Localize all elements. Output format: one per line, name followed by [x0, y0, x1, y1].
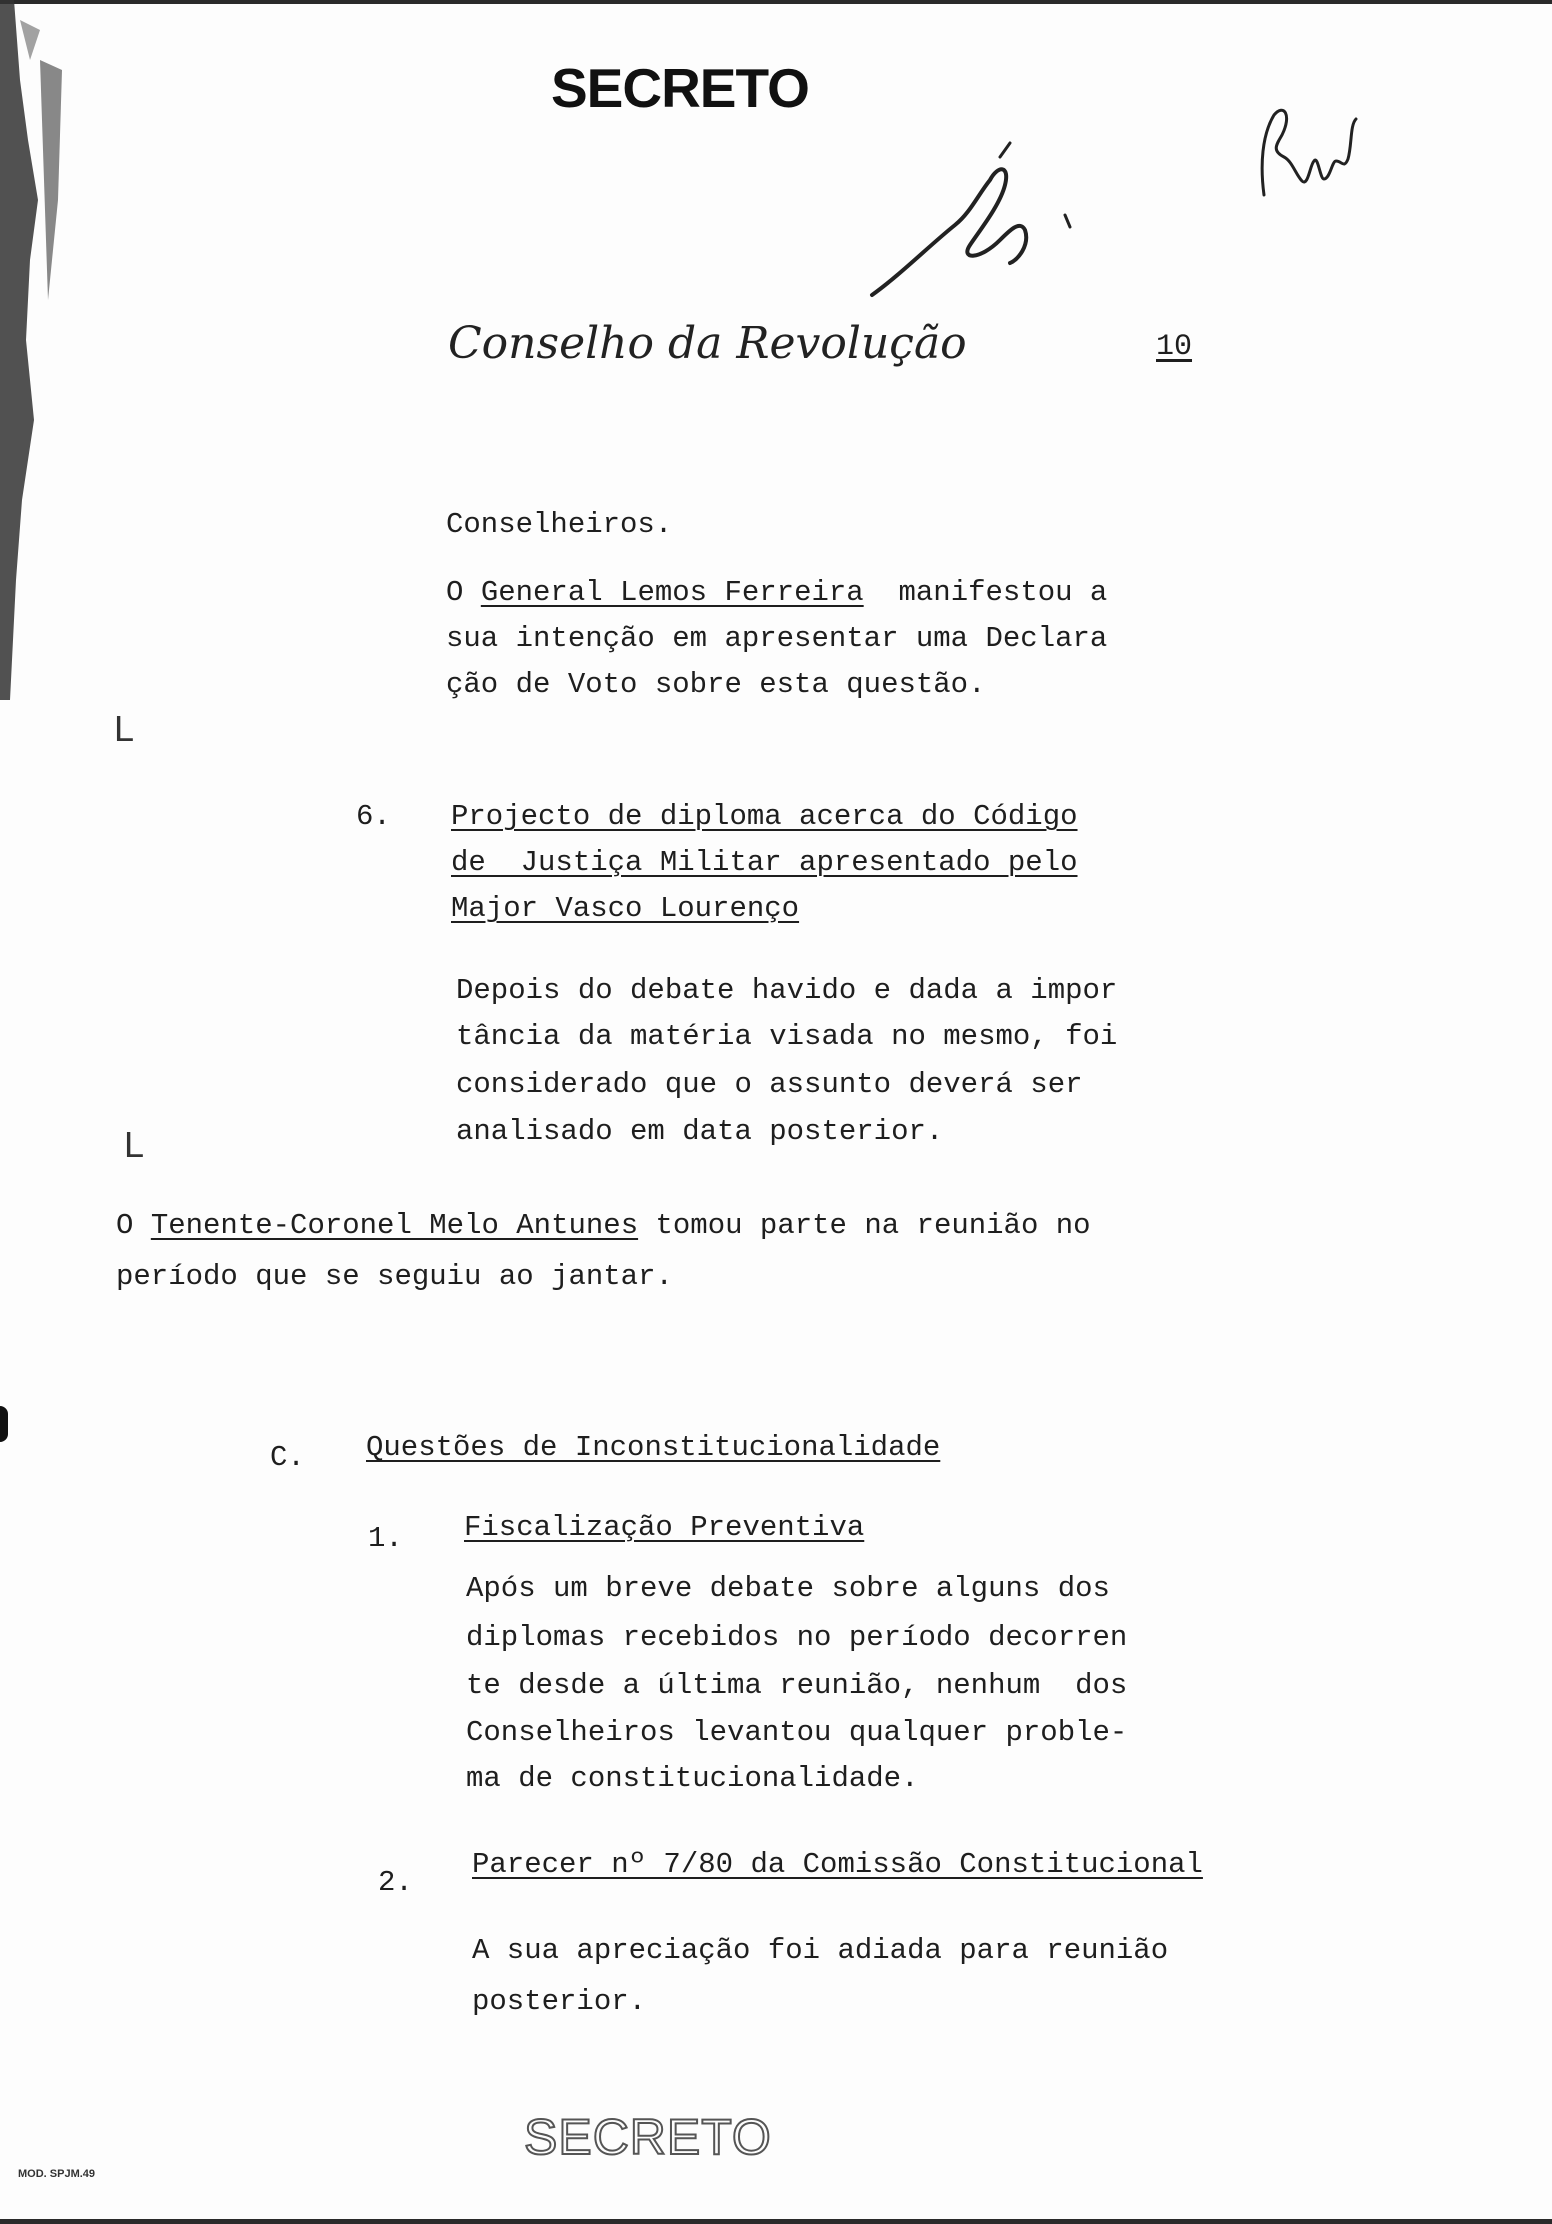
- scan-left-edge-noise: [0, 0, 80, 700]
- scan-bottom-border: [0, 2219, 1552, 2224]
- c1-line2: diplomas recebidos no período decorren: [466, 1621, 1128, 1654]
- item6-text-line1: Depois do debate havido e dada a impor: [456, 974, 1118, 1007]
- tenente-coronel-melo-antunes: Tenente-Coronel Melo Antunes: [150, 1209, 639, 1242]
- margin-mark-2: L: [124, 1124, 145, 1165]
- p1-line1: Conselheiros.: [446, 508, 673, 541]
- section-c-letter: C.: [270, 1441, 305, 1474]
- c2-title: Parecer nº 7/80 da Comissão Constitucional: [472, 1848, 1203, 1881]
- p1-line3: sua intenção em apresentar uma Declara: [446, 622, 1108, 655]
- p1-line4: ção de Voto sobre esta questão.: [446, 668, 986, 701]
- item6-title-line2: de Justiça Militar apresentado pelo: [451, 846, 1078, 879]
- c1-line5: ma de constitucionalidade.: [466, 1762, 919, 1795]
- general-lemos-ferreira: General Lemos Ferreira: [480, 576, 864, 609]
- c1-line4: Conselheiros levantou qualquer proble-: [466, 1716, 1128, 1749]
- classification-header: SECRETO: [551, 57, 809, 119]
- scan-top-border: [0, 0, 1552, 4]
- c1-line3: te desde a última reunião, nenhum dos: [466, 1669, 1128, 1702]
- c1-line1: Após um breve debate sobre alguns dos: [466, 1572, 1110, 1605]
- c2-number: 2.: [378, 1866, 413, 1899]
- handwritten-initials: [1252, 95, 1362, 205]
- c2-line2: posterior.: [472, 1985, 647, 2018]
- c1-number: 1.: [368, 1522, 403, 1555]
- handwritten-signature: [860, 135, 1100, 305]
- item6-text-line2: tância da matéria visada no mesmo, foi: [456, 1020, 1118, 1053]
- scan-punch-mark: [0, 1406, 8, 1442]
- c2-line1: A sua apreciação foi adiada para reunião: [472, 1934, 1169, 1967]
- form-code: MOD. SPJM.49: [18, 2168, 96, 2180]
- c1-title: Fiscalização Preventiva: [464, 1511, 865, 1544]
- item6-text-line4: analisado em data posterior.: [456, 1115, 944, 1148]
- p1-line2: O General Lemos Ferreira manifestou a: [446, 576, 1108, 609]
- item6-title-line1: Projecto de diploma acerca do Código: [451, 800, 1078, 833]
- p2-line2: período que se seguiu ao jantar.: [116, 1260, 673, 1293]
- item6-number: 6.: [356, 800, 391, 833]
- item6-title-line3: Major Vasco Lourenço: [451, 892, 800, 925]
- classification-footer: SECRETO: [524, 2109, 772, 2165]
- section-c-title: Questões de Inconstitucionalidade: [366, 1431, 941, 1464]
- page-number: 10: [1156, 330, 1193, 364]
- margin-mark-1: L: [114, 708, 135, 749]
- item6-text-line3: considerado que o assunto deverá ser: [456, 1068, 1083, 1101]
- letterhead: Conselho da Revolução: [448, 318, 967, 369]
- p2-line1: O Tenente-Coronel Melo Antunes tomou parte na reunião no: [116, 1209, 1091, 1242]
